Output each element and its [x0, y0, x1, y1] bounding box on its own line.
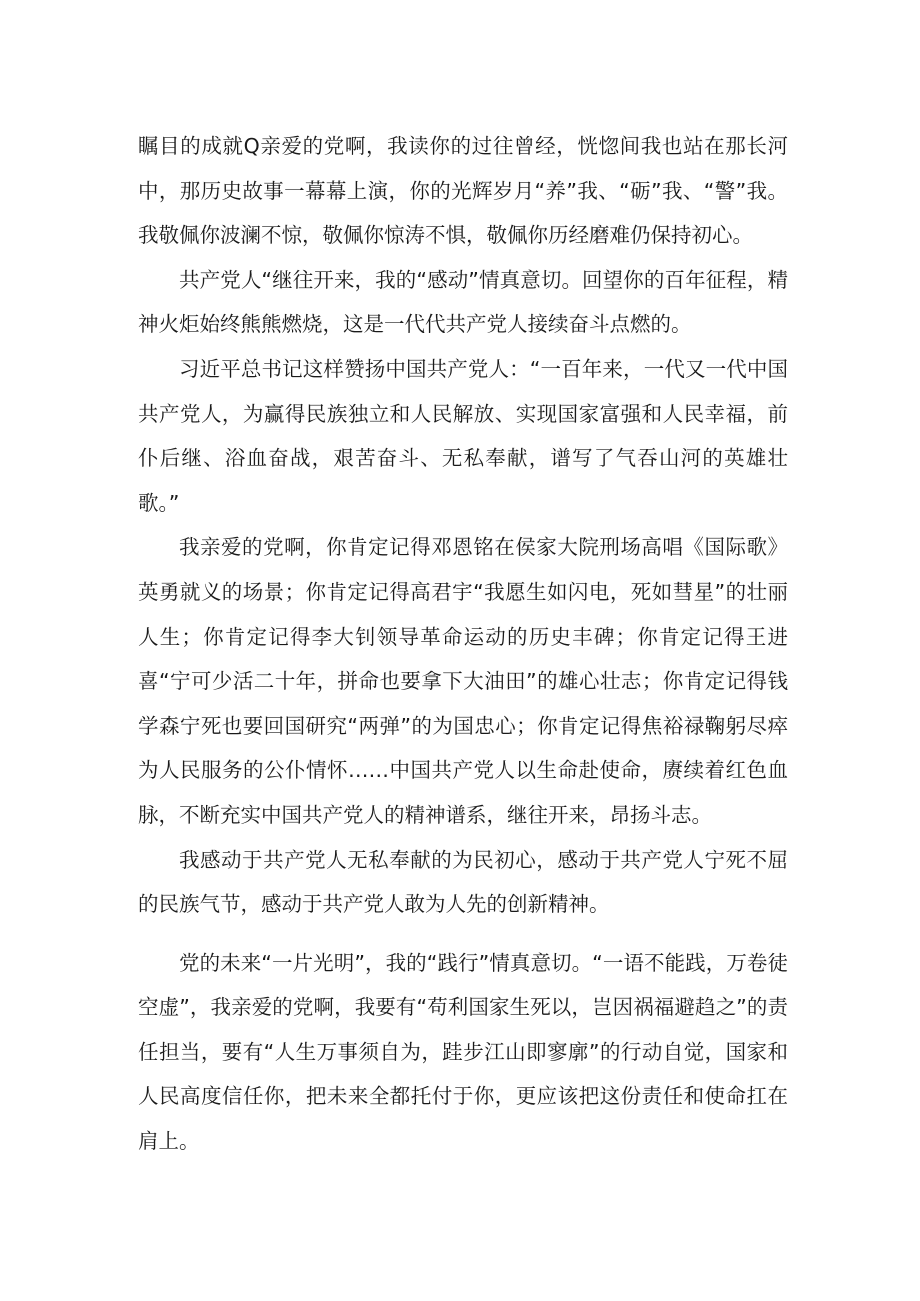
paragraph-inheritance: 共产党人“继往开来，我的“感动”情真意切。回望你的百年征程，精神火炬始终熊熊燃烧，这是一代代共产党人接续奋斗点燃的。	[138, 267, 788, 337]
paragraph-quote: 习近平总书记这样赞扬中国共产党人：“一百年来，一代又一代中国共产党人，为赢得民族独立和人民解放、实现国家富强和人民幸福，前仆后继、浴血奋战，艰苦奋斗、无私奉献，谱写了气吞山河的英雄壮歌。”	[138, 356, 788, 515]
paragraph-future: 党的未来“一片光明”，我的“践行”情真意切。“一语不能践，万卷徒空虚”，我亲爱的党啊，我要有“苟利国家生死以，岂因祸福避趋之”的责任担当，要有“人生万事须自为，跬步江山即寥廓”的行动自觉，国家和人民高度信任你，把未来全都托付于你，更应该把这份责任和使命扛在肩上。	[138, 950, 788, 1154]
paragraph-heroes: 我亲爱的党啊，你肯定记得邓恩铭在侯家大院刑场高唱《国际歌》英勇就义的场景；你肯定记得高君宇“我愿生如闪电，死如彗星”的壮丽人生；你肯定记得李大钊领导革命运动的历史丰碑；你肯定记得王进喜“宁可少活二十年，拼命也要拿下大油田”的雄心壮志；你肯定记得钱学森宁死也要回国研究“两弹”的为国忠心；你肯定记得焦裕禄鞠躬尽瘁为人民服务的公仆情怀……中国共产党人以生命赴使命，赓续着红色血脉，不断充实中国共产党人的精神谱系，继往开来，昂扬斗志。	[138, 535, 788, 827]
paragraph-continuation: 瞩目的成就Q亲爱的党啊，我读你的过往曾经，恍惚间我也站在那长河中，那历史故事一幕幕上演，你的光辉岁月“养”我、“砺”我、“警”我。我敬佩你波澜不惊，敬佩你惊涛不惧，敬佩你历经磨难仍保持初心。	[138, 134, 788, 248]
paragraph-moved: 我感动于共产党人无私奉献的为民初心，感动于共产党人宁死不屈的民族气节，感动于共产党人敢为人先的创新精神。	[138, 847, 788, 917]
document-body	[138, 124, 788, 1164]
